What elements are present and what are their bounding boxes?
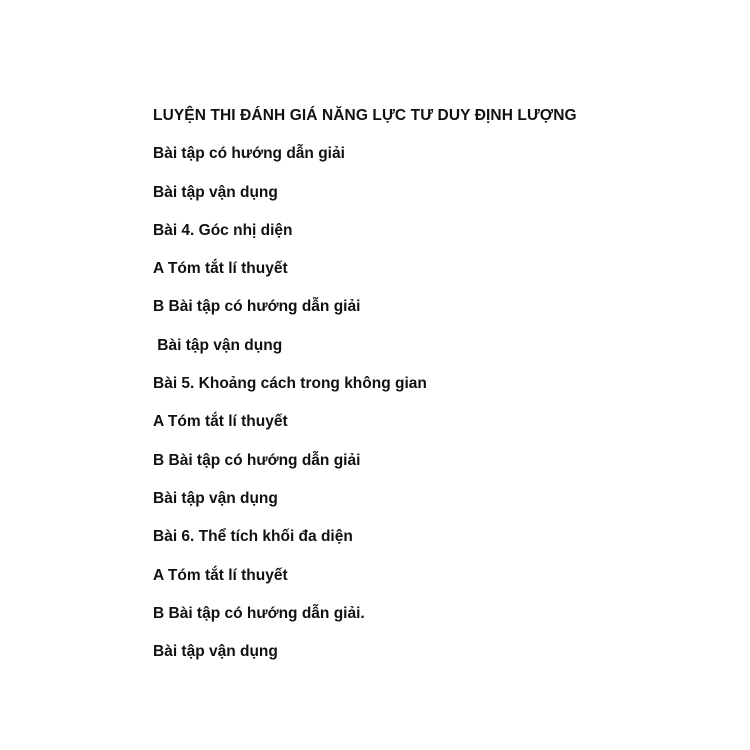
toc-line: B Bài tập có hướng dẫn giải: [153, 298, 361, 316]
document-title: LUYỆN THI ĐÁNH GIÁ NĂNG LỰC TƯ DUY ĐỊNH LƯỢNG: [153, 107, 577, 124]
toc-line: Bài tập vận dụng: [153, 183, 278, 201]
toc-line: B Bài tập có hướng dẫn giải: [153, 451, 361, 469]
toc-line: Bài 6. Thể tích khối đa diện: [153, 528, 353, 546]
toc-line: A Tóm tắt lí thuyết: [153, 413, 288, 431]
toc-line: Bài 4. Góc nhị diện: [153, 221, 293, 239]
toc-line: B Bài tập có hướng dẫn giải.: [153, 604, 365, 622]
toc-line: Bài 5. Khoảng cách trong không gian: [153, 375, 427, 393]
toc-line: Bài tập có hướng dẫn giải: [153, 145, 345, 163]
toc-line: A Tóm tắt lí thuyết: [153, 566, 288, 584]
toc-line: A Tóm tắt lí thuyết: [153, 260, 288, 278]
toc-line: Bài tập vận dụng: [153, 643, 278, 661]
table-of-contents: [153, 104, 733, 678]
toc-line: Bài tập vận dụng: [153, 489, 278, 507]
toc-line: Bài tập vận dụng: [153, 336, 283, 354]
